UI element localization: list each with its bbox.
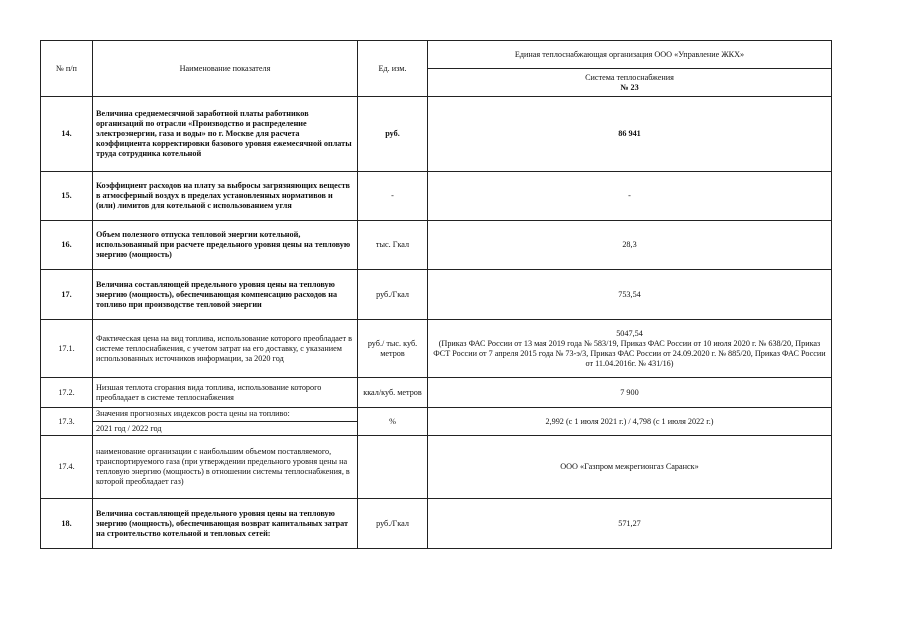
row-name: Объем полезного отпуска тепловой энергии котельной, использованный при расчете предельного уровня цены на тепловую энергию (мощность) (93, 221, 358, 270)
header-unit: Ед. изм. (358, 41, 428, 97)
row-num: 17.3. (41, 408, 93, 436)
row-name-cell (93, 408, 358, 436)
header-num: № п/п (41, 41, 93, 97)
row-unit: ккал/куб. метров (358, 378, 428, 408)
system-label: Система теплоснабжения (585, 72, 674, 82)
row-num: 14. (41, 97, 93, 172)
row-unit: % (358, 408, 428, 436)
row-unit: тыс. Гкал (358, 221, 428, 270)
row-value: 86 941 (428, 97, 832, 172)
row-value-note: (Приказ ФАС России от 13 мая 2019 года № 583/19, Приказ ФАС России от 10 июля 2020 г. № 638/20, Приказ ФСТ России от 7 апреля 2015 года № 73-э/3, Приказ ФАС России от 24.09.2020 г. № 885/20, Приказ ФАС России от 11.04.2016г. № 431/16) (433, 338, 826, 368)
row-num: 17. (41, 270, 93, 320)
row-name-sub: 2021 год / 2022 год (93, 421, 357, 434)
table-row (41, 270, 832, 320)
row-num: 17.1. (41, 320, 93, 378)
table-row (41, 172, 832, 221)
system-number: № 23 (620, 82, 639, 92)
header-system (428, 69, 832, 97)
row-name: Величина составляющей предельного уровня цены на тепловую энергию (мощность), обеспечивающая компенсацию расходов на топливо при производстве тепловой энергии (93, 270, 358, 320)
row-unit: руб./ тыс. куб. метров (358, 320, 428, 378)
row-num: 15. (41, 172, 93, 221)
row-name: Значения прогнозных индексов роста цены на топливо: (96, 409, 290, 418)
row-unit: руб./Гкал (358, 499, 428, 549)
row-name: Величина среднемесячной заработной платы работников организаций по отрасли «Производство и распределение электроэнергии, газа и воды» по г. Москве для расчета коэффициента корректировки базового уровня ежемесячной оплаты труда сотрудника котельной (93, 97, 358, 172)
table-row (41, 499, 832, 549)
header-org-title: Единая теплоснабжающая организация ООО «Управление ЖКХ» (428, 41, 832, 69)
row-num: 18. (41, 499, 93, 549)
row-value: 753,54 (428, 270, 832, 320)
row-value-cell (428, 320, 832, 378)
row-name: наименование организации с наибольшим объемом поставляемого, транспортируемого газа (при утверждении предельного уровня цены на тепловую энергию (мощность) в отношении системы теплоснабжения, в которой преобладает газ) (93, 436, 358, 499)
indicators-table (40, 40, 832, 549)
row-unit (358, 436, 428, 499)
row-num: 16. (41, 221, 93, 270)
table-row (41, 436, 832, 499)
row-unit: руб. (358, 97, 428, 172)
header-row (41, 41, 832, 69)
row-name: Коэффициент расходов на плату за выбросы загрязняющих веществ в атмосферный воздух в пределах установленных нормативов и (или) лимитов для котельной с использованием угля (93, 172, 358, 221)
table-row (41, 320, 832, 378)
row-unit: руб./Гкал (358, 270, 428, 320)
table-row (41, 378, 832, 408)
row-unit: - (358, 172, 428, 221)
row-value: 5047,54 (616, 328, 643, 338)
row-num: 17.4. (41, 436, 93, 499)
row-num: 17.2. (41, 378, 93, 408)
table-row (41, 221, 832, 270)
row-name: Низшая теплота сгорания вида топлива, использование которого преобладает в системе теплоснабжения (93, 378, 358, 408)
row-name: Фактическая цена на вид топлива, использование которого преобладает в системе теплоснабжения, с учетом затрат на его доставку, с указанием использованных источников информации, за 2020 год (93, 320, 358, 378)
row-value: - (428, 172, 832, 221)
table-row (41, 408, 832, 436)
header-name: Наименование показателя (93, 41, 358, 97)
row-value: ООО «Газпром межрегионгаз Саранск» (428, 436, 832, 499)
row-name: Величина составляющей предельного уровня цены на тепловую энергию (мощность), обеспечивающая возврат капитальных затрат на строительство котельной и тепловых сетей: (93, 499, 358, 549)
row-value: 571,27 (428, 499, 832, 549)
table-row (41, 97, 832, 172)
row-value: 2,992 (с 1 июля 2021 г.) / 4,798 (с 1 июля 2022 г.) (428, 408, 832, 436)
row-value: 7 900 (428, 378, 832, 408)
row-value: 28,3 (428, 221, 832, 270)
